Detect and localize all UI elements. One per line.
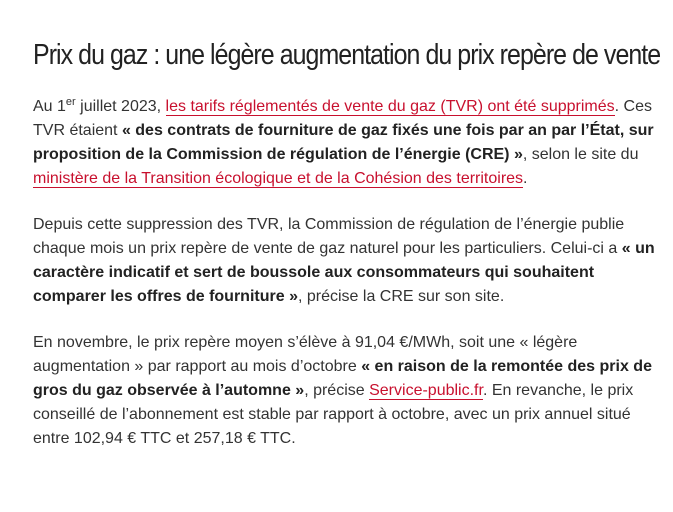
- p2-text-1: Depuis cette suppression des TVR, la Commission de régulation de l’énergie publie chaque mois un prix repère de vente de gaz naturel pour les particuliers. Celui-ci a: [33, 216, 625, 257]
- p1-text-5: .: [523, 170, 528, 187]
- article: [33, 34, 661, 451]
- ministry-link[interactable]: ministère de la Transition écologique et de la Cohésion des territoires: [33, 170, 524, 187]
- ordinal-superscript: er: [65, 96, 76, 108]
- paragraph-cre-price: [33, 213, 658, 309]
- p1-text-2: juillet 2023,: [75, 98, 166, 115]
- p3-text-1: En novembre, le prix repère moyen s’élève à 91,04 €/MWh, soit une « légère augmentation » par rapport au mois d’octobre: [33, 334, 578, 375]
- p2-text-2: , précise la CRE sur son site.: [297, 288, 505, 305]
- p3-text-3: . En revanche, le prix conseillé de l’abonnement est stable par rapport à octobre, avec un prix annuel situé entre 102,94 € TTC et 257,18 € TTC.: [33, 382, 634, 447]
- article-title: Prix du gaz : une légère augmentation du prix repère de vente: [33, 39, 661, 71]
- service-public-link[interactable]: Service-public.fr: [369, 382, 483, 399]
- p1-text-3: . Ces TVR étaient: [33, 98, 652, 139]
- paragraph-tvr-suppression: [33, 95, 658, 191]
- tvr-suppression-link[interactable]: les tarifs réglementés de vente du gaz (TVR) ont été supprimés: [165, 98, 615, 115]
- p1-text-4: , selon le site du: [522, 146, 639, 163]
- paragraph-november-price: [33, 331, 658, 451]
- p3-text-2: , précise: [304, 382, 370, 399]
- p2-quote: « un caractère indicatif et sert de boussole aux consommateurs qui souhaitent comparer les offres de fourniture »: [33, 240, 655, 305]
- p1-text-1: Au 1: [33, 98, 66, 115]
- p3-quote: « en raison de la remontée des prix de gros du gaz observée à l’automne »: [33, 358, 652, 399]
- p1-quote: « des contrats de fourniture de gaz fixés une fois par an par l’État, sur proposition de la Commission de régulation de l’énergie (CRE) »: [33, 122, 654, 163]
